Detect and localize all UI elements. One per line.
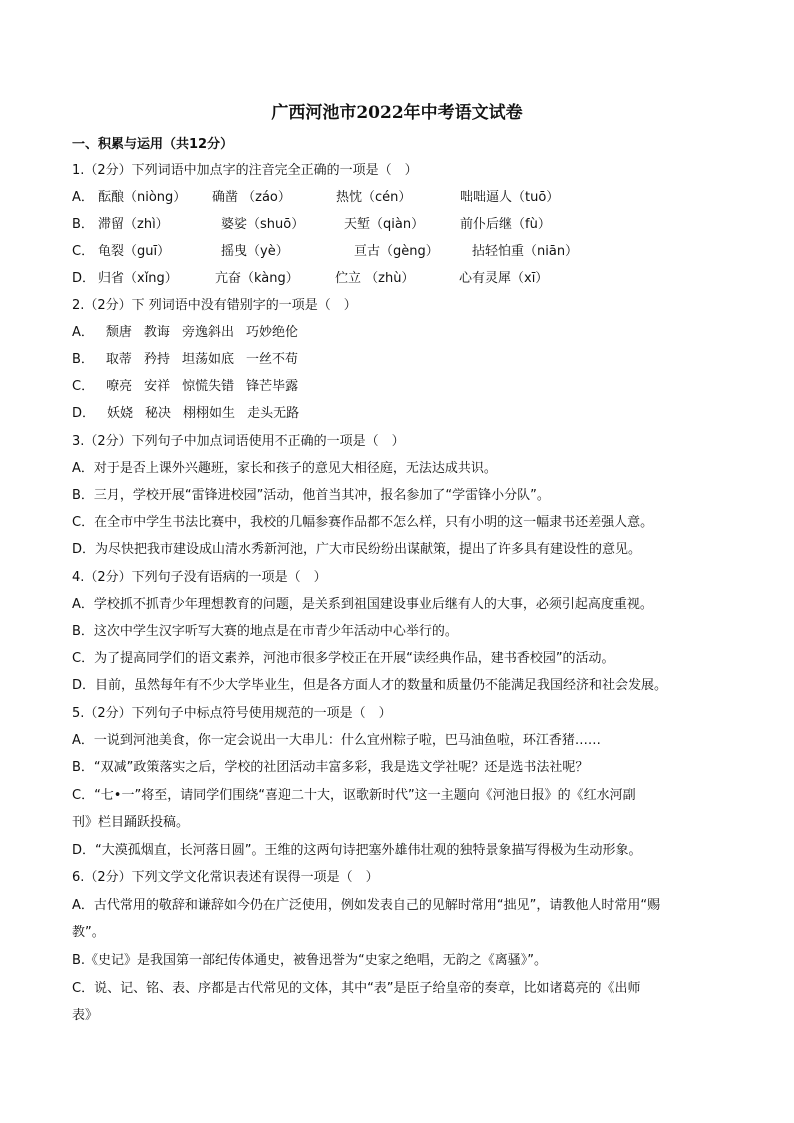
word: 教诲 — [143, 325, 170, 340]
q3-option-a: A．对于是否上课外兴趣班，家长和孩子的意见大相径庭，无法达成共识。 — [72, 461, 497, 476]
pinyin-item: 婆娑（shuō） — [221, 217, 305, 232]
q2-option-a — [72, 325, 310, 341]
option-label: D． — [72, 271, 96, 286]
section-heading: 一、积累与运用（共12分） — [72, 137, 234, 152]
word: 矜持 — [143, 352, 170, 367]
pinyin-item: 亘古（gèng） — [354, 244, 439, 259]
q6-option-c: C．说、记、铭、表、序都是古代常见的文体，其中“表”是臣子给皇帝的奏章，比如诸葛亮的《出师 — [72, 981, 641, 996]
word: 嘹亮 — [106, 379, 133, 394]
word: 安祥 — [144, 379, 171, 394]
q3-option-c: C．在全市中学生书法比赛中，我校的几幅参赛作品都不怎么样，只有小明的这一幅隶书还差强人意。 — [72, 515, 654, 530]
pinyin-item: 咄咄逼人（tuō） — [460, 190, 560, 205]
word: 锋芒毕露 — [246, 379, 299, 394]
pinyin-item: 摇曳（yè） — [221, 244, 289, 259]
q2-option-b — [72, 352, 310, 368]
option-label: C． — [72, 244, 95, 259]
option-label: C． — [72, 379, 95, 394]
q4-option-d: D．目前，虽然每年有不少大学毕业生，但是各方面人才的数量和质量仍不能满足我国经济和社会发展。 — [72, 678, 668, 693]
q6-option-a-cont: 教”。 — [72, 925, 105, 940]
pinyin-item: 归省（xǐng） — [98, 271, 178, 286]
question-2-stem: 2.（2分）下 列词语中没有错别字的一项是（ ） — [72, 298, 357, 313]
word: 巧妙绝伦 — [245, 325, 298, 340]
word: 惊慌失错 — [182, 379, 235, 394]
q5-option-a: A．一说到河池美食，你一定会说出一大串儿：什么宜州粽子啦，巴马油鱼啦，环江香猪…… — [72, 733, 601, 748]
q6-option-c-cont: 表》 — [72, 1008, 99, 1023]
pinyin-item: 热忱（cén） — [336, 190, 412, 205]
q2-option-d — [72, 406, 311, 422]
word: 取蒂 — [105, 352, 132, 367]
exam-title: 广西河池市2022年中考语文试卷 — [271, 103, 523, 123]
q6-option-b: B.《史记》是我国第一部纪传体通史，被鲁迅誉为“史家之绝唱，无韵之《离骚》”。 — [72, 953, 548, 968]
question-1-stem: 1.（2分）下列词语中加点字的注音完全正确的一项是（ ） — [72, 163, 418, 178]
q4-option-c: C．为了提高同学们的语文素养，河池市很多学校正在开展“读经典作品，建书香校园”的活动。 — [72, 651, 615, 666]
word: 坦荡如底 — [181, 352, 234, 367]
pinyin-item: 酝酿（niòng） — [98, 190, 187, 205]
pinyin-item: 确凿 （záo） — [212, 190, 291, 205]
pinyin-item: 拈轻怕重（niān） — [472, 244, 579, 259]
word: 一丝不苟 — [245, 352, 298, 367]
word: 妖娆 — [107, 406, 134, 421]
word: 栩栩如生 — [183, 406, 236, 421]
question-4-stem: 4.（2分）下列句子没有语病的一项是（ ） — [72, 570, 327, 585]
q3-option-d: D．为尽快把我市建设成山清水秀新河池，广大市民纷纷出谋献策，提出了许多具有建设性的意见。 — [72, 542, 642, 557]
q5-option-b: B．“双减”政策落实之后，学校的社团活动丰富多彩，我是选文学社呢？还是选书法社呢？ — [72, 760, 589, 775]
option-label: B． — [72, 352, 94, 367]
question-3-stem: 3.（2分）下列句子中加点词语使用不正确的一项是（ ） — [72, 434, 405, 449]
q4-option-b: B．这次中学生汉字听写大赛的地点是在市青少年活动中心举行的。 — [72, 624, 458, 639]
q4-option-a: A．学校抓不抓青少年理想教育的问题，是关系到祖国建设事业后继有人的大事，必须引起高度重视。 — [72, 597, 653, 612]
pinyin-item: 龟裂（guī） — [98, 244, 171, 259]
option-label: B． — [72, 217, 94, 232]
q2-option-c — [72, 379, 310, 395]
pinyin-item: 心有灵犀（xī） — [459, 271, 549, 286]
option-label: A． — [72, 325, 94, 340]
q5-option-c: C．“七•一”将至，请同学们围绕“喜迎二十大，讴歌新时代”这一主题向《河池日报》的《红水河副 — [72, 788, 636, 803]
word: 旁逸斜出 — [181, 325, 234, 340]
question-5-stem: 5.（2分）下列句子中标点符号使用规范的一项是（ ） — [72, 706, 392, 721]
pinyin-item: 天堑（qiàn） — [344, 217, 425, 232]
word: 颓唐 — [105, 325, 132, 340]
q5-option-c-cont: 刊》栏目踊跃投稿。 — [72, 815, 190, 830]
q3-option-b: B．三月，学校开展“雷锋进校园”活动，他首当其冲，报名参加了“学雷锋小分队”。 — [72, 488, 550, 503]
word: 秘决 — [145, 406, 172, 421]
pinyin-item: 前仆后继（fù） — [460, 217, 551, 232]
q6-option-a: A．古代常用的敬辞和谦辞如今仍在广泛使用，例如发表自己的见解时常用“拙见”，请教他人时常用“赐 — [72, 898, 661, 913]
option-label: D． — [72, 406, 96, 421]
pinyin-item: 滞留（zhì） — [98, 217, 169, 232]
option-label: A． — [72, 190, 94, 205]
q5-option-d: D．“大漠孤烟直，长河落日圆”。王维的这两句诗把塞外雄伟壮观的独特景象描写得极为生动形象。 — [72, 843, 642, 858]
word: 走头无路 — [247, 406, 300, 421]
question-6-stem: 6.（2分）下列文学文化常识表述有误得一项是（ ） — [72, 870, 379, 885]
pinyin-item: 伫立 （zhù） — [335, 271, 415, 286]
pinyin-item: 亢奋（kàng） — [215, 271, 299, 286]
